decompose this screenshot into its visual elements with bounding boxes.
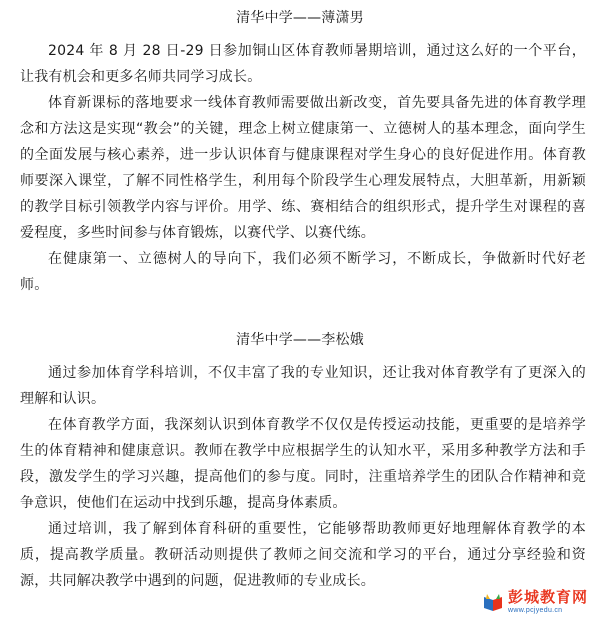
reflection-section-bo-xiaonan bbox=[0, 8, 600, 298]
paragraph: 通过参加体育学科培训，不仅丰富了我的专业知识，还让我对体育教学有了更深入的理解和认识。 bbox=[20, 365, 586, 407]
paragraph: 在体育教学方面，我深刻认识到体育教学不仅仅是传授运动技能，更重要的是培养学生的体育精神和健康意识。教师在教学中应根据学生的认知水平，采用多种教学方法和手段，激发学生的学习兴趣，提高他们的参与度。同时，注重培养学生的团队合作精神和竞争意识，使他们在运动中找到乐趣，提高身体素质。 bbox=[20, 417, 586, 511]
section-title: 清华中学——薄潇男 bbox=[236, 10, 364, 26]
section-title: 清华中学——李松娥 bbox=[236, 332, 364, 348]
paragraph: 在健康第一、立德树人的导向下，我们必须不断学习，不断成长，争做新时代好老师。 bbox=[20, 251, 586, 293]
site-watermark bbox=[478, 588, 592, 616]
watermark-url: www.pcjyedu.cn bbox=[507, 607, 563, 614]
paragraph: 体育新课标的落地要求一线体育教师需要做出新改变，首先要具备先进的体育教学理念和方法这是实现“教会”的关键，理念上树立健康第一、立德树人的基本理念，面向学生的全面发展与核心素养，进一步认识体育与健康课程对学生身心的良好促进作用。体育教师要深入课堂，了解不同性格学生，利用每个阶段学生心理发展特点，大胆革新，用新颖的教学目标引领教学内容与评价。用学、练、赛相结合的组织形式，提升学生对课程的喜爱程度，多些时间参与体育锻炼，以赛代学、以赛代练。 bbox=[20, 95, 586, 241]
reflection-section-li-songe bbox=[0, 330, 600, 594]
paragraph: 2024 年 8 月 28 日-29 日参加铜山区体育教师暑期培训，通过这么好的一个平台，让我有机会和更多名师共同学习成长。 bbox=[20, 43, 586, 85]
book-logo-icon bbox=[482, 591, 504, 613]
watermark-site-name: 彭城教育网 bbox=[507, 589, 588, 606]
paragraph: 通过培训，我了解到体育科研的重要性，它能够帮助教师更好地理解体育教学的本质，提高教学质量。教研活动则提供了教师之间交流和学习的平台，通过分享经验和资源，共同解决教学中遇到的问题，促进教师的专业成长。 bbox=[20, 521, 586, 589]
